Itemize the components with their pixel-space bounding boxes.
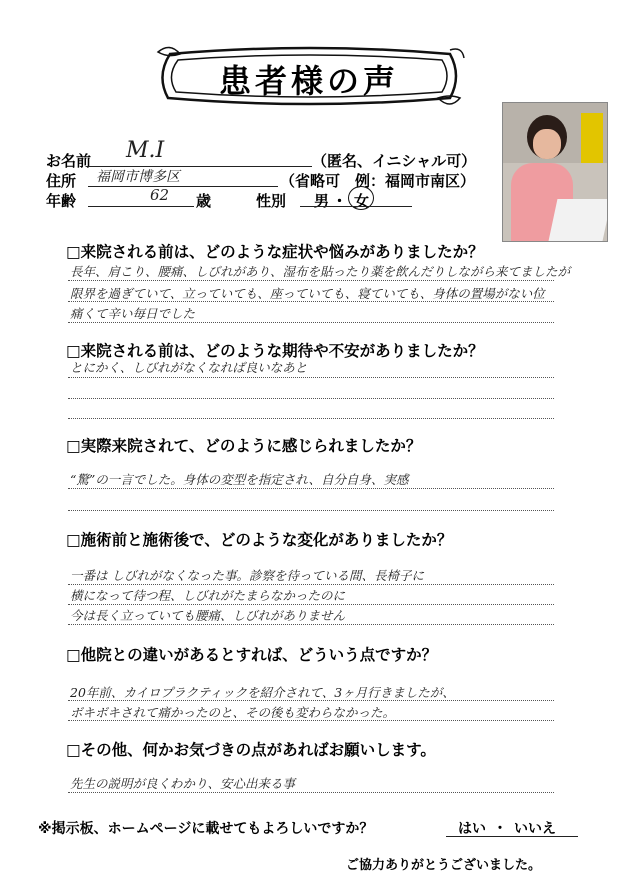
answer-line: “驚”の一言でした。身体の変型を指定され、自分自身、実感 [70,472,409,487]
answer-line: 今は長く立っていても腰痛、しびれがありません [70,608,346,623]
answer-line: 横になって待つ程、しびれがたまらなかったのに [70,588,346,603]
answer-line: 一番は しびれがなくなった事。診察を待っている間、長椅子に [70,568,424,583]
answer-rule [68,584,554,585]
age-value: 62 [150,186,170,204]
answer-rule [68,377,554,378]
answer-line: 先生の説明が良くわかり、安心出来る事 [70,776,296,791]
answer-rule [68,792,554,793]
answer-rule [68,624,554,625]
answer-rule [68,322,554,323]
answer-rule [68,301,554,302]
answer-line: 長年、肩こり、腰痛、しびれがあり、湿布を貼ったり薬を飲んだりしながら来てましたが [70,264,571,279]
title-banner [150,40,468,112]
gender-option-male: 男 [314,192,330,210]
question-expectations: □来院される前は、どのような期待や不安がありましたか？ [66,342,484,360]
answer-rule [68,488,554,489]
name-note: （匿名、イニシャル可） [312,152,477,170]
answer-rule [68,510,554,511]
question-impressions: □実際来院されて、どのように感じられましたか？ [66,437,422,455]
answer-rule [68,720,554,721]
address-value: 福岡市博多区 [96,169,180,185]
gender-label: 性別 [256,192,287,210]
patient-photo [502,102,608,242]
address-label: 住所 [46,172,77,190]
question-changes: □施術前と施術後で、どのような変化がありましたか？ [66,531,453,549]
answer-line: 20年前、カイロプラクティックを紹介されて、3ヶ月行きましたが、 [70,685,455,700]
question-symptoms: □来院される前は、どのような症状や悩みがありましたか？ [66,243,484,261]
answer-line: ボキボキされて痛かったのと、その後も変わらなかった。 [70,705,396,720]
gender-separator: ・ [332,192,348,210]
answer-line: 限界を過ぎていて、立っていても、座っていても、寝ていても、身体の置場がない位 [70,286,545,301]
age-unit: 歳 [196,192,212,210]
answer-rule [68,398,554,399]
answer-rule [68,604,554,605]
permission-no: いいえ [514,821,556,837]
age-label: 年齢 [46,192,77,210]
question-differences: □他院との違いがあるとすれば、どういう点ですか？ [66,646,438,664]
question-other: □その他、何かお気づきの点があればお願いします。 [66,741,436,759]
address-note: （省略可 例：福岡市南区） [280,172,476,190]
gender-option-female: 女 [354,192,370,210]
answer-rule [68,280,554,281]
answer-rule [68,700,554,701]
answer-rule [68,418,554,419]
name-label: お名前 [46,152,92,170]
page-title: 患者様の声 [218,62,399,100]
permission-question: ※掲示板、ホームページに載せてもよろしいですか？ [38,821,374,837]
name-value: M.I [126,138,165,163]
permission-underline [446,836,578,837]
age-underline [88,206,194,207]
thanks-message: ご協力ありがとうございました。 [346,858,542,873]
gender-underline [300,206,412,207]
permission-separator: ・ [493,821,507,837]
answer-line: 痛くて辛い毎日でした [70,306,196,321]
answer-line: とにかく、しびれがなくなれば良いなあと [70,360,308,375]
permission-yes: はい [458,821,486,837]
address-underline [88,186,278,187]
